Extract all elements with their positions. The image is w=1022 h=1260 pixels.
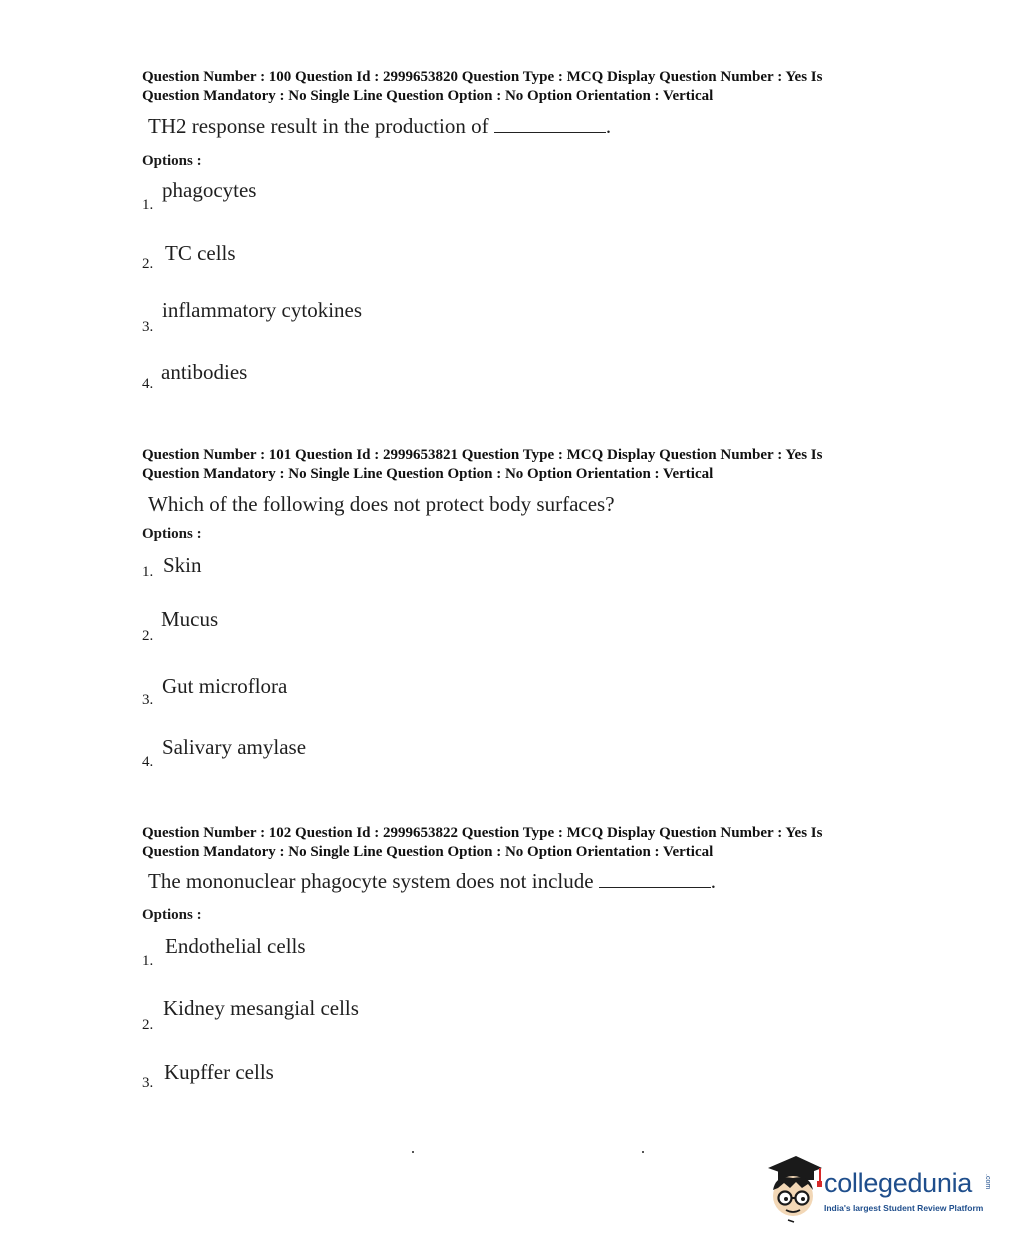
option-number: 2.	[142, 628, 154, 644]
option-text: Salivary amylase	[162, 735, 307, 759]
brand-tagline: India's largest Student Review Platform	[824, 1203, 984, 1213]
answer-blank	[599, 869, 711, 888]
scan-mark	[642, 1151, 644, 1153]
meta-line-1: Question Number : 102 Question Id : 2999653822 Question Type : MCQ Display Question Number : Yes Is	[142, 825, 823, 841]
option-number: 2.	[142, 256, 154, 272]
stem-suffix: .	[710, 869, 717, 893]
stem-text: Which of the following does not protect body surfaces?	[148, 492, 615, 516]
option-number: 1.	[142, 197, 154, 213]
answer-blank	[494, 114, 606, 133]
question-102-stem	[148, 868, 716, 894]
option-number: 3.	[142, 319, 154, 335]
meta-line-1: Question Number : 101 Question Id : 2999653821 Question Type : MCQ Display Question Number : Yes Is	[142, 447, 823, 463]
stem-text: The mononuclear phagocyte system does not include	[148, 869, 594, 893]
option-number: 1.	[142, 953, 154, 969]
question-100-meta	[142, 68, 922, 106]
stem-suffix: .	[605, 114, 612, 138]
option-text: phagocytes	[162, 178, 257, 202]
question-100-stem	[148, 113, 611, 139]
option-number: 1.	[142, 564, 154, 580]
option-text: Kupffer cells	[164, 1060, 274, 1084]
option-text: inflammatory cytokines	[162, 298, 363, 322]
option-number: 2.	[142, 1017, 154, 1033]
option-number: 3.	[142, 692, 154, 708]
meta-line-1: Question Number : 100 Question Id : 2999653820 Question Type : MCQ Display Question Number : Yes Is	[142, 69, 823, 85]
options-label: Options :	[142, 907, 202, 923]
meta-line-2: Question Mandatory : No Single Line Question Option : No Option Orientation : Vertical	[142, 844, 714, 860]
brand-name: collegedunia	[824, 1168, 973, 1198]
question-101-stem	[148, 491, 615, 517]
option-text: TC cells	[165, 241, 236, 265]
option-number: 4.	[142, 376, 154, 392]
option-number: 3.	[142, 1075, 154, 1091]
option-text: Gut microflora	[162, 674, 288, 698]
question-102-meta	[142, 824, 922, 862]
brand-suffix: .com	[984, 1174, 991, 1190]
scan-mark	[412, 1151, 414, 1153]
option-number: 4.	[142, 754, 154, 770]
option-text: Mucus	[161, 607, 219, 631]
option-text: antibodies	[161, 360, 248, 384]
stem-text: TH2 response result in the production of	[148, 114, 489, 138]
collegedunia-logo	[762, 1152, 1002, 1224]
meta-line-2: Question Mandatory : No Single Line Question Option : No Option Orientation : Vertical	[142, 466, 714, 482]
option-text: Kidney mesangial cells	[163, 996, 359, 1020]
meta-line-2: Question Mandatory : No Single Line Question Option : No Option Orientation : Vertical	[142, 88, 714, 104]
question-101-meta	[142, 446, 922, 484]
options-label: Options :	[142, 526, 202, 542]
option-text: Skin	[163, 553, 202, 577]
options-label: Options :	[142, 153, 202, 169]
option-text: Endothelial cells	[165, 934, 306, 958]
mascot-icon	[762, 1152, 824, 1224]
